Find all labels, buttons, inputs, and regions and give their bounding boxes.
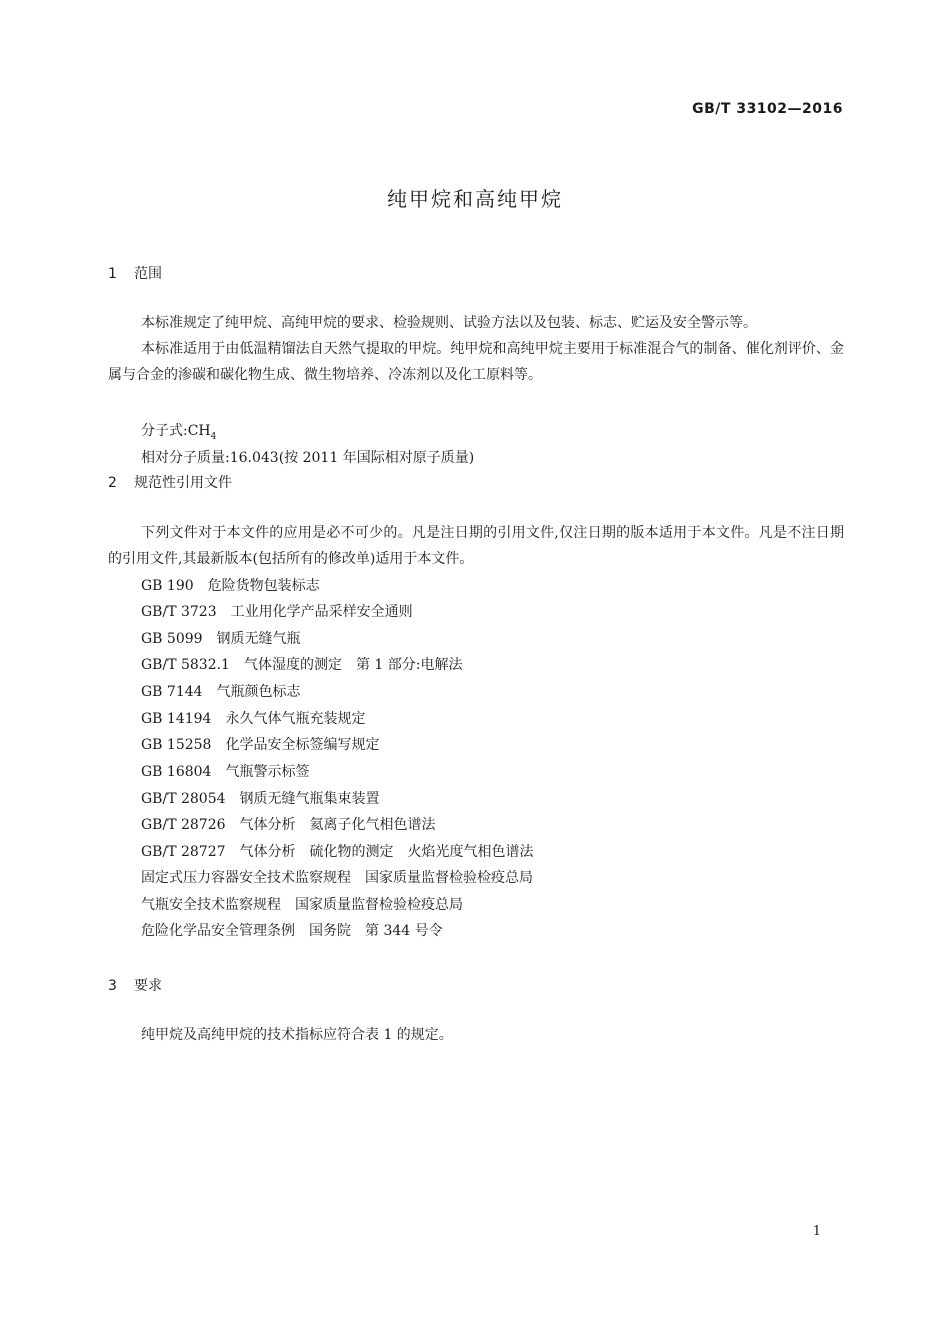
section-3-title: 要求 [134, 978, 162, 994]
reference-item: 固定式压力容器安全技术监察规程 国家质量监督检验检疫总局 [141, 870, 533, 886]
molecular-formula [141, 421, 216, 447]
reference-item: 气瓶安全技术监察规程 国家质量监督检验检疫总局 [141, 897, 463, 913]
reference-item: GB 7144 气瓶颜色标志 [141, 684, 301, 700]
document-title: 纯甲烷和高纯甲烷 [387, 187, 563, 211]
section-2-number: 2 [108, 475, 117, 491]
section-1-heading [108, 263, 162, 283]
reference-item: GB/T 28727 气体分析 硫化物的测定 火焰光度气相色谱法 [141, 844, 534, 860]
reference-item: GB/T 5832.1 气体湿度的测定 第 1 部分:电解法 [141, 657, 463, 673]
section-1-number: 1 [108, 266, 117, 282]
page-number: 1 [812, 1224, 821, 1239]
reference-item: GB/T 3723 工业用化学产品采样安全通则 [141, 604, 413, 620]
section-3-heading [108, 975, 162, 995]
formula-label: 分子式: [141, 423, 188, 439]
section-2-heading [108, 472, 232, 492]
section-1-title: 范围 [134, 266, 162, 282]
reference-item: GB 5099 钢质无缝气瓶 [141, 631, 301, 647]
relative-molecular-mass: 相对分子质量:16.043(按 2011 年国际相对原子质量) [141, 450, 475, 466]
reference-item: GB 16804 气瓶警示标签 [141, 764, 310, 780]
scope-paragraph-2: 本标准适用于由低温精馏法自天然气提取的甲烷。纯甲烷和高纯甲烷主要用于标准混合气的制备、催化剂评价、金属与合金的渗碳和碳化物生成、微生物培养、冷冻剂以及化工原料等。 [108, 341, 844, 383]
reference-item: 危险化学品安全管理条例 国务院 第 344 号令 [141, 923, 443, 939]
reference-item: GB 15258 化学品安全标签编写规定 [141, 737, 380, 753]
reference-item: GB/T 28726 气体分析 氦离子化气相色谱法 [141, 817, 436, 833]
formula-subscript: 4 [210, 431, 217, 442]
scope-paragraph-1: 本标准规定了纯甲烷、高纯甲烷的要求、检验规则、试验方法以及包装、标志、贮运及安全警示等。 [141, 315, 757, 331]
reference-item: GB/T 28054 钢质无缝气瓶集束装置 [141, 791, 380, 807]
section-2-title: 规范性引用文件 [134, 475, 232, 491]
standard-code: GB/T 33102—2016 [692, 101, 843, 117]
formula-main: CH [187, 423, 211, 439]
reference-item: GB 190 危险货物包装标志 [141, 578, 320, 594]
reference-item: GB 14194 永久气体气瓶充装规定 [141, 711, 366, 727]
references-intro: 下列文件对于本文件的应用是必不可少的。凡是注日期的引用文件,仅注日期的版本适用于本文件。凡是不注日期的引用文件,其最新版本(包括所有的修改单)适用于本文件。 [108, 525, 844, 567]
requirements-paragraph: 纯甲烷及高纯甲烷的技术指标应符合表 1 的规定。 [141, 1027, 453, 1043]
section-3-number: 3 [108, 978, 117, 994]
